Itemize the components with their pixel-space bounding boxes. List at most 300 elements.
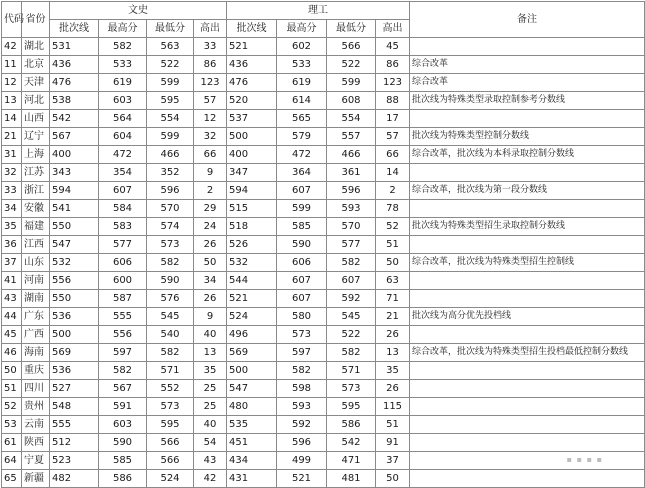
- cell-arts-batch-line: 523: [50, 452, 99, 470]
- cell-science-min: 471: [327, 452, 376, 470]
- cell-science-over: 51: [376, 236, 410, 254]
- cell-remarks: 批次线为特殊类型录取控制参考分数线: [410, 92, 645, 110]
- cell-science-min: 607: [327, 272, 376, 290]
- cell-science-max: 499: [277, 452, 327, 470]
- cell-arts-over: 29: [194, 200, 227, 218]
- cell-science-max: 582: [277, 362, 327, 380]
- header-science-max: 最高分: [277, 20, 327, 38]
- cell-arts-over: 35: [194, 362, 227, 380]
- cell-province: 辽宁: [22, 128, 50, 146]
- cell-arts-batch-line: 531: [50, 38, 99, 56]
- table-row: [2, 308, 645, 326]
- cell-science-min: 522: [327, 56, 376, 74]
- cell-province: 浙江: [22, 182, 50, 200]
- cell-code: 12: [2, 74, 22, 92]
- cell-remarks: 批次线为高分优先投档线: [410, 308, 645, 326]
- cell-arts-min: 595: [147, 92, 194, 110]
- cell-science-batch-line: 476: [227, 74, 277, 92]
- cell-science-over: 63: [376, 272, 410, 290]
- cell-science-min: 361: [327, 164, 376, 182]
- cell-province: 宁夏: [22, 452, 50, 470]
- cell-remarks: [410, 470, 645, 488]
- cell-arts-max: 354: [99, 164, 147, 182]
- cell-arts-min: 590: [147, 272, 194, 290]
- cell-arts-over: 25: [194, 380, 227, 398]
- cell-arts-batch-line: 527: [50, 380, 99, 398]
- cell-arts-max: 555: [99, 308, 147, 326]
- cell-science-over: 50: [376, 470, 410, 488]
- cell-arts-min: 563: [147, 38, 194, 56]
- cell-science-over: 123: [376, 74, 410, 92]
- table-row: [2, 56, 645, 74]
- cell-arts-min: 573: [147, 398, 194, 416]
- cell-science-max: 614: [277, 92, 327, 110]
- cell-arts-max: 597: [99, 344, 147, 362]
- cell-arts-max: 590: [99, 434, 147, 452]
- cell-arts-max: 582: [99, 362, 147, 380]
- cell-arts-max: 587: [99, 290, 147, 308]
- cell-arts-over: 123: [194, 74, 227, 92]
- cell-science-batch-line: 535: [227, 416, 277, 434]
- cell-arts-min: 352: [147, 164, 194, 182]
- cell-remarks: 综合改革: [410, 74, 645, 92]
- cell-province: 北京: [22, 56, 50, 74]
- table-row: [2, 110, 645, 128]
- cell-arts-max: 556: [99, 326, 147, 344]
- cell-science-over: 21: [376, 308, 410, 326]
- cell-science-over: 51: [376, 416, 410, 434]
- table-row: [2, 290, 645, 308]
- cell-province: 江苏: [22, 164, 50, 182]
- cell-science-min: 593: [327, 200, 376, 218]
- cell-arts-min: 574: [147, 218, 194, 236]
- cell-arts-min: 573: [147, 236, 194, 254]
- cell-arts-batch-line: 548: [50, 398, 99, 416]
- cell-code: 51: [2, 380, 22, 398]
- cell-code: 45: [2, 326, 22, 344]
- table-row: [2, 128, 645, 146]
- cell-arts-max: 583: [99, 218, 147, 236]
- cell-science-max: 565: [277, 110, 327, 128]
- cell-code: 14: [2, 110, 22, 128]
- cell-arts-batch-line: 567: [50, 128, 99, 146]
- cell-arts-batch-line: 482: [50, 470, 99, 488]
- cell-science-batch-line: 451: [227, 434, 277, 452]
- cell-province: 湖南: [22, 290, 50, 308]
- cell-science-min: 599: [327, 74, 376, 92]
- header-science: 理工: [227, 2, 410, 20]
- cell-science-batch-line: 480: [227, 398, 277, 416]
- cell-remarks: [410, 434, 645, 452]
- cell-arts-max: 606: [99, 254, 147, 272]
- cell-science-max: 590: [277, 236, 327, 254]
- header-row-1: [2, 2, 645, 20]
- cell-science-over: 35: [376, 362, 410, 380]
- cell-code: 50: [2, 362, 22, 380]
- cell-code: 61: [2, 434, 22, 452]
- cell-science-max: 596: [277, 434, 327, 452]
- cell-science-over: 71: [376, 290, 410, 308]
- cell-arts-min: 582: [147, 254, 194, 272]
- cell-science-over: 66: [376, 146, 410, 164]
- cell-arts-batch-line: 556: [50, 272, 99, 290]
- cell-arts-over: 66: [194, 146, 227, 164]
- header-arts-min: 最低分: [147, 20, 194, 38]
- table-row: [2, 182, 645, 200]
- cell-science-min: 592: [327, 290, 376, 308]
- cell-science-min: 571: [327, 362, 376, 380]
- cell-science-max: 521: [277, 470, 327, 488]
- cell-arts-min: 599: [147, 74, 194, 92]
- cell-science-max: 573: [277, 326, 327, 344]
- cell-remarks: [410, 272, 645, 290]
- cell-code: 64: [2, 452, 22, 470]
- cell-arts-batch-line: 500: [50, 326, 99, 344]
- table-row: [2, 380, 645, 398]
- cell-province: 福建: [22, 218, 50, 236]
- cell-science-max: 580: [277, 308, 327, 326]
- cell-province: 上海: [22, 146, 50, 164]
- cell-science-over: 88: [376, 92, 410, 110]
- table-row: [2, 164, 645, 182]
- cell-arts-max: 603: [99, 92, 147, 110]
- cell-science-over: 26: [376, 380, 410, 398]
- cell-code: 53: [2, 416, 22, 434]
- table-row: [2, 362, 645, 380]
- cell-science-over: 86: [376, 56, 410, 74]
- cell-arts-batch-line: 550: [50, 218, 99, 236]
- cell-arts-batch-line: 532: [50, 254, 99, 272]
- cell-science-min: 577: [327, 236, 376, 254]
- cell-remarks: 批次线为特殊类型招生录取控制分数线: [410, 218, 645, 236]
- cell-province: 贵州: [22, 398, 50, 416]
- cell-arts-max: 472: [99, 146, 147, 164]
- cell-science-over: 26: [376, 326, 410, 344]
- cell-arts-min: 566: [147, 452, 194, 470]
- cell-science-over: 13: [376, 344, 410, 362]
- cell-arts-over: 26: [194, 290, 227, 308]
- cell-arts-over: 9: [194, 164, 227, 182]
- header-arts-max: 最高分: [99, 20, 147, 38]
- cell-remarks: [410, 416, 645, 434]
- cell-arts-min: 566: [147, 434, 194, 452]
- cell-science-max: 599: [277, 200, 327, 218]
- cell-arts-min: 466: [147, 146, 194, 164]
- cell-code: 42: [2, 38, 22, 56]
- cell-science-min: 522: [327, 326, 376, 344]
- header-science-over: 高出: [376, 20, 410, 38]
- cell-science-min: 608: [327, 92, 376, 110]
- cell-arts-max: 564: [99, 110, 147, 128]
- cell-arts-max: 586: [99, 470, 147, 488]
- cell-arts-over: 33: [194, 38, 227, 56]
- cell-arts-over: 26: [194, 236, 227, 254]
- cell-science-max: 606: [277, 254, 327, 272]
- cell-science-max: 607: [277, 290, 327, 308]
- cell-arts-min: 524: [147, 470, 194, 488]
- cell-science-batch-line: 515: [227, 200, 277, 218]
- cell-arts-max: 582: [99, 38, 147, 56]
- table-row: [2, 38, 645, 56]
- cell-code: 34: [2, 200, 22, 218]
- header-science-batch-line: 批次线: [227, 20, 277, 38]
- cell-science-min: 542: [327, 434, 376, 452]
- cell-remarks: [410, 38, 645, 56]
- cell-science-batch-line: 547: [227, 380, 277, 398]
- cell-arts-min: 571: [147, 362, 194, 380]
- cell-arts-over: 86: [194, 56, 227, 74]
- cell-science-batch-line: 521: [227, 38, 277, 56]
- cell-code: 31: [2, 146, 22, 164]
- cell-science-batch-line: 521: [227, 290, 277, 308]
- cell-remarks: 综合改革，批次线为特殊类型招生控制线: [410, 254, 645, 272]
- cell-arts-min: 576: [147, 290, 194, 308]
- table-row: [2, 218, 645, 236]
- cell-arts-batch-line: 555: [50, 416, 99, 434]
- cell-remarks: [410, 452, 645, 470]
- cell-science-min: 566: [327, 38, 376, 56]
- cell-science-min: 582: [327, 344, 376, 362]
- cell-science-over: 2: [376, 182, 410, 200]
- cell-science-over: 115: [376, 398, 410, 416]
- cell-science-batch-line: 434: [227, 452, 277, 470]
- cell-arts-batch-line: 547: [50, 236, 99, 254]
- cell-remarks: [410, 362, 645, 380]
- cell-code: 35: [2, 218, 22, 236]
- cell-science-min: 481: [327, 470, 376, 488]
- cell-arts-over: 2: [194, 182, 227, 200]
- table-row: [2, 200, 645, 218]
- cell-remarks: [410, 236, 645, 254]
- header-arts-batch-line: 批次线: [50, 20, 99, 38]
- cell-science-batch-line: 500: [227, 362, 277, 380]
- header-code: 代码: [2, 2, 22, 38]
- cell-arts-max: 577: [99, 236, 147, 254]
- cell-arts-over: 40: [194, 326, 227, 344]
- cell-province: 江西: [22, 236, 50, 254]
- cell-science-min: 586: [327, 416, 376, 434]
- cell-arts-max: 604: [99, 128, 147, 146]
- cell-arts-min: 582: [147, 344, 194, 362]
- table-row: [2, 272, 645, 290]
- cell-arts-max: 607: [99, 182, 147, 200]
- admission-score-table: [1, 1, 645, 488]
- cell-science-max: 598: [277, 380, 327, 398]
- cell-arts-min: 599: [147, 128, 194, 146]
- cell-science-min: 595: [327, 398, 376, 416]
- cell-science-min: 466: [327, 146, 376, 164]
- cell-science-batch-line: 431: [227, 470, 277, 488]
- cell-province: 四川: [22, 380, 50, 398]
- cell-arts-batch-line: 569: [50, 344, 99, 362]
- cell-science-batch-line: 524: [227, 308, 277, 326]
- cell-arts-max: 585: [99, 452, 147, 470]
- header-science-min: 最低分: [327, 20, 376, 38]
- cell-arts-over: 13: [194, 344, 227, 362]
- cell-arts-over: 43: [194, 452, 227, 470]
- cell-arts-min: 596: [147, 182, 194, 200]
- cell-arts-batch-line: 536: [50, 362, 99, 380]
- cell-science-over: 57: [376, 128, 410, 146]
- cell-province: 山东: [22, 254, 50, 272]
- cell-science-max: 592: [277, 416, 327, 434]
- cell-code: 11: [2, 56, 22, 74]
- cell-arts-batch-line: 550: [50, 290, 99, 308]
- cell-science-max: 579: [277, 128, 327, 146]
- cell-arts-min: 554: [147, 110, 194, 128]
- cell-science-min: 582: [327, 254, 376, 272]
- cell-science-min: 573: [327, 380, 376, 398]
- cell-science-min: 596: [327, 182, 376, 200]
- cell-arts-max: 533: [99, 56, 147, 74]
- cell-code: 13: [2, 92, 22, 110]
- table-row: [2, 452, 645, 470]
- cell-arts-batch-line: 436: [50, 56, 99, 74]
- cell-arts-over: 9: [194, 308, 227, 326]
- cell-arts-over: 24: [194, 218, 227, 236]
- cell-arts-min: 552: [147, 380, 194, 398]
- cell-science-over: 91: [376, 434, 410, 452]
- cell-science-batch-line: 544: [227, 272, 277, 290]
- header-province: 省份: [22, 2, 50, 38]
- cell-province: 天津: [22, 74, 50, 92]
- cell-remarks: 综合改革，批次线为特殊类型招生投档最低控制分数线: [410, 344, 645, 362]
- cell-province: 河南: [22, 272, 50, 290]
- table-row: [2, 398, 645, 416]
- table-row: [2, 92, 645, 110]
- cell-arts-min: 570: [147, 200, 194, 218]
- header-arts-over: 高出: [194, 20, 227, 38]
- cell-science-batch-line: 347: [227, 164, 277, 182]
- cell-science-max: 593: [277, 398, 327, 416]
- table-row: [2, 416, 645, 434]
- cell-science-batch-line: 500: [227, 128, 277, 146]
- cell-science-batch-line: 520: [227, 92, 277, 110]
- cell-province: 云南: [22, 416, 50, 434]
- cell-arts-over: 40: [194, 416, 227, 434]
- cell-science-batch-line: 594: [227, 182, 277, 200]
- cell-remarks: [410, 290, 645, 308]
- cell-arts-min: 540: [147, 326, 194, 344]
- cell-province: 广东: [22, 308, 50, 326]
- table-row: [2, 236, 645, 254]
- cell-arts-max: 584: [99, 200, 147, 218]
- cell-code: 33: [2, 182, 22, 200]
- cell-remarks: [410, 164, 645, 182]
- cell-remarks: 综合改革，批次线为第一段分数线: [410, 182, 645, 200]
- cell-remarks: [410, 398, 645, 416]
- cell-arts-over: 54: [194, 434, 227, 452]
- cell-science-min: 557: [327, 128, 376, 146]
- cell-remarks: 综合改革，批次线为本科录取控制分数线: [410, 146, 645, 164]
- cell-science-batch-line: 400: [227, 146, 277, 164]
- cell-arts-batch-line: 541: [50, 200, 99, 218]
- table-row: [2, 146, 645, 164]
- cell-arts-batch-line: 594: [50, 182, 99, 200]
- cell-science-max: 597: [277, 344, 327, 362]
- cell-province: 河北: [22, 92, 50, 110]
- cell-remarks: 批次线为特殊类型控制分数线: [410, 128, 645, 146]
- table-row: [2, 254, 645, 272]
- cell-code: 21: [2, 128, 22, 146]
- header-arts: 文史: [50, 2, 227, 20]
- cell-arts-max: 603: [99, 416, 147, 434]
- cell-science-batch-line: 532: [227, 254, 277, 272]
- cell-science-batch-line: 518: [227, 218, 277, 236]
- cell-code: 44: [2, 308, 22, 326]
- cell-arts-over: 50: [194, 254, 227, 272]
- table-row: [2, 344, 645, 362]
- cell-science-batch-line: 436: [227, 56, 277, 74]
- cell-arts-batch-line: 400: [50, 146, 99, 164]
- cell-arts-max: 567: [99, 380, 147, 398]
- cell-science-over: 45: [376, 38, 410, 56]
- cell-code: 46: [2, 344, 22, 362]
- cell-arts-min: 595: [147, 416, 194, 434]
- cell-arts-max: 619: [99, 74, 147, 92]
- cell-science-max: 585: [277, 218, 327, 236]
- cell-remarks: [410, 380, 645, 398]
- cell-province: 陕西: [22, 434, 50, 452]
- cell-science-max: 364: [277, 164, 327, 182]
- table-row: [2, 74, 645, 92]
- cell-science-over: 14: [376, 164, 410, 182]
- cell-arts-over: 12: [194, 110, 227, 128]
- cell-arts-batch-line: 538: [50, 92, 99, 110]
- cell-arts-over: 32: [194, 128, 227, 146]
- cell-arts-min: 522: [147, 56, 194, 74]
- cell-remarks: [410, 110, 645, 128]
- cell-province: 山西: [22, 110, 50, 128]
- cell-science-over: 52: [376, 218, 410, 236]
- cell-arts-min: 545: [147, 308, 194, 326]
- cell-science-max: 472: [277, 146, 327, 164]
- cell-science-max: 533: [277, 56, 327, 74]
- cell-remarks: [410, 326, 645, 344]
- cell-science-max: 602: [277, 38, 327, 56]
- cell-code: 36: [2, 236, 22, 254]
- cell-arts-max: 600: [99, 272, 147, 290]
- cell-remarks: [410, 200, 645, 218]
- cell-science-max: 607: [277, 272, 327, 290]
- cell-arts-over: 42: [194, 470, 227, 488]
- cell-science-batch-line: 526: [227, 236, 277, 254]
- table-row: [2, 326, 645, 344]
- cell-code: 65: [2, 470, 22, 488]
- cell-science-over: 17: [376, 110, 410, 128]
- cell-science-batch-line: 569: [227, 344, 277, 362]
- cell-code: 32: [2, 164, 22, 182]
- cell-arts-over: 25: [194, 398, 227, 416]
- table-row: [2, 434, 645, 452]
- cell-code: 43: [2, 290, 22, 308]
- cell-arts-over: 57: [194, 92, 227, 110]
- cell-science-min: 545: [327, 308, 376, 326]
- watermark-logo: ▪ ▪ ▪ ▪: [566, 455, 603, 464]
- cell-province: 湖北: [22, 38, 50, 56]
- cell-province: 安徽: [22, 200, 50, 218]
- cell-province: 新疆: [22, 470, 50, 488]
- cell-province: 广西: [22, 326, 50, 344]
- cell-arts-over: 34: [194, 272, 227, 290]
- cell-arts-batch-line: 536: [50, 308, 99, 326]
- cell-arts-batch-line: 343: [50, 164, 99, 182]
- cell-science-batch-line: 537: [227, 110, 277, 128]
- cell-arts-batch-line: 476: [50, 74, 99, 92]
- cell-science-over: 78: [376, 200, 410, 218]
- cell-science-over: 50: [376, 254, 410, 272]
- table-row: [2, 470, 645, 488]
